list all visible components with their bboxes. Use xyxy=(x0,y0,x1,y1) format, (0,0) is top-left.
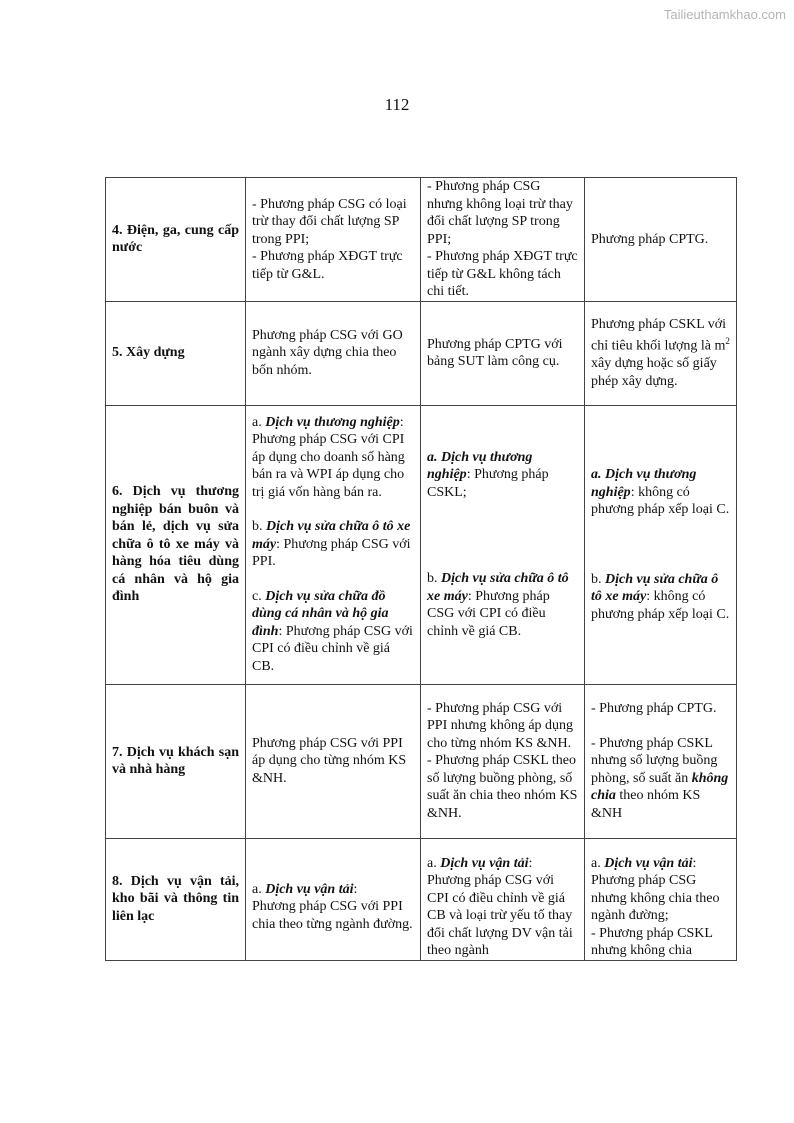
cell: a. Dịch vụ thương nghiệp: Phương pháp CSKL; b. Dịch vụ sửa chữa ô tô xe máy: Phương pháp CSG với CPI có điều chỉnh về giá CB. xyxy=(421,405,585,684)
table-row xyxy=(106,178,737,302)
table-row xyxy=(106,838,737,960)
page-number: 112 xyxy=(384,95,410,114)
cell: Phương pháp CPTG với bảng SUT làm công cụ. xyxy=(421,301,585,405)
watermark: Tailieuthamkhao.com xyxy=(663,7,786,22)
cell: - Phương pháp CSG nhưng không loại trừ thay đổi chất lượng SP trong PPI; - Phương pháp XĐGT trực tiếp từ G&L không tách chi tiết. xyxy=(421,178,585,302)
cell: a. Dịch vụ vận tải: Phương pháp CSG với PPI chia theo từng ngành đường. xyxy=(246,838,421,960)
cell: a. Dịch vụ thương nghiệp: không có phương pháp xếp loại C. b. Dịch vụ sửa chữa ô tô xe máy: không có phương pháp xếp loại C. xyxy=(585,405,737,684)
cell: a. Dịch vụ thương nghiệp: Phương pháp CSG với CPI áp dụng cho doanh số hàng bán ra và WPI áp dụng cho trị giá vốn hàng bán ra. b. Dịch vụ sửa chữa ô tô xe máy: Phương pháp CSG với PPI. c. Dịch vụ sửa chữa đồ dùng cá nhân và hộ gia đình: Phương pháp CSG với CPI có điều chỉnh về giá CB. xyxy=(246,405,421,684)
cell: a. Dịch vụ vận tải: Phương pháp CSG với CPI có điều chỉnh về giá CB và loại trừ yếu tố thay đổi chất lượng DV vận tải theo ngành xyxy=(421,838,585,960)
cell: Phương pháp CSKL với chỉ tiêu khối lượng là $m^2$ xây dựng hoặc số giấy phép xây dựng. xyxy=(585,301,737,405)
row-label: 7. Dịch vụ khách sạn và nhà hàng xyxy=(106,684,246,838)
cell: Phương pháp CPTG. xyxy=(585,178,737,302)
table-row xyxy=(106,301,737,405)
row-label: 6. Dịch vụ thương nghiệp bán buôn và bán lẻ, dịch vụ sửa chữa ô tô xe máy và hàng hóa tiêu dùng cá nhân và hộ gia đình xyxy=(106,405,246,684)
cell: - Phương pháp CSG với PPI nhưng không áp dụng cho từng nhóm KS &NH. - Phương pháp CSKL theo số lượng buồng phòng, số suất ăn chia theo nhóm KS &NH. xyxy=(421,684,585,838)
table-row xyxy=(106,405,737,684)
row-label: 4. Điện, ga, cung cấp nước xyxy=(106,178,246,302)
cell: Phương pháp CSG với PPI áp dụng cho từng nhóm KS &NH. xyxy=(246,684,421,838)
row-label: 8. Dịch vụ vận tải, kho bãi và thông tin liên lạc xyxy=(106,838,246,960)
row-label: 5. Xây dựng xyxy=(106,301,246,405)
cell: - Phương pháp CPTG. - Phương pháp CSKL nhưng số lượng buồng phòng, số suất ăn không chia theo nhóm KS &NH xyxy=(585,684,737,838)
cell: a. Dịch vụ vận tải: Phương pháp CSG nhưng không chia theo ngành đường; - Phương pháp CSKL nhưng không chia xyxy=(585,838,737,960)
cell: Phương pháp CSG với GO ngành xây dựng chia theo bốn nhóm. xyxy=(246,301,421,405)
methods-table xyxy=(105,177,737,961)
table-row xyxy=(106,684,737,838)
cell: - Phương pháp CSG có loại trừ thay đổi chất lượng SP trong PPI; - Phương pháp XĐGT trực tiếp từ G&L. xyxy=(246,178,421,302)
